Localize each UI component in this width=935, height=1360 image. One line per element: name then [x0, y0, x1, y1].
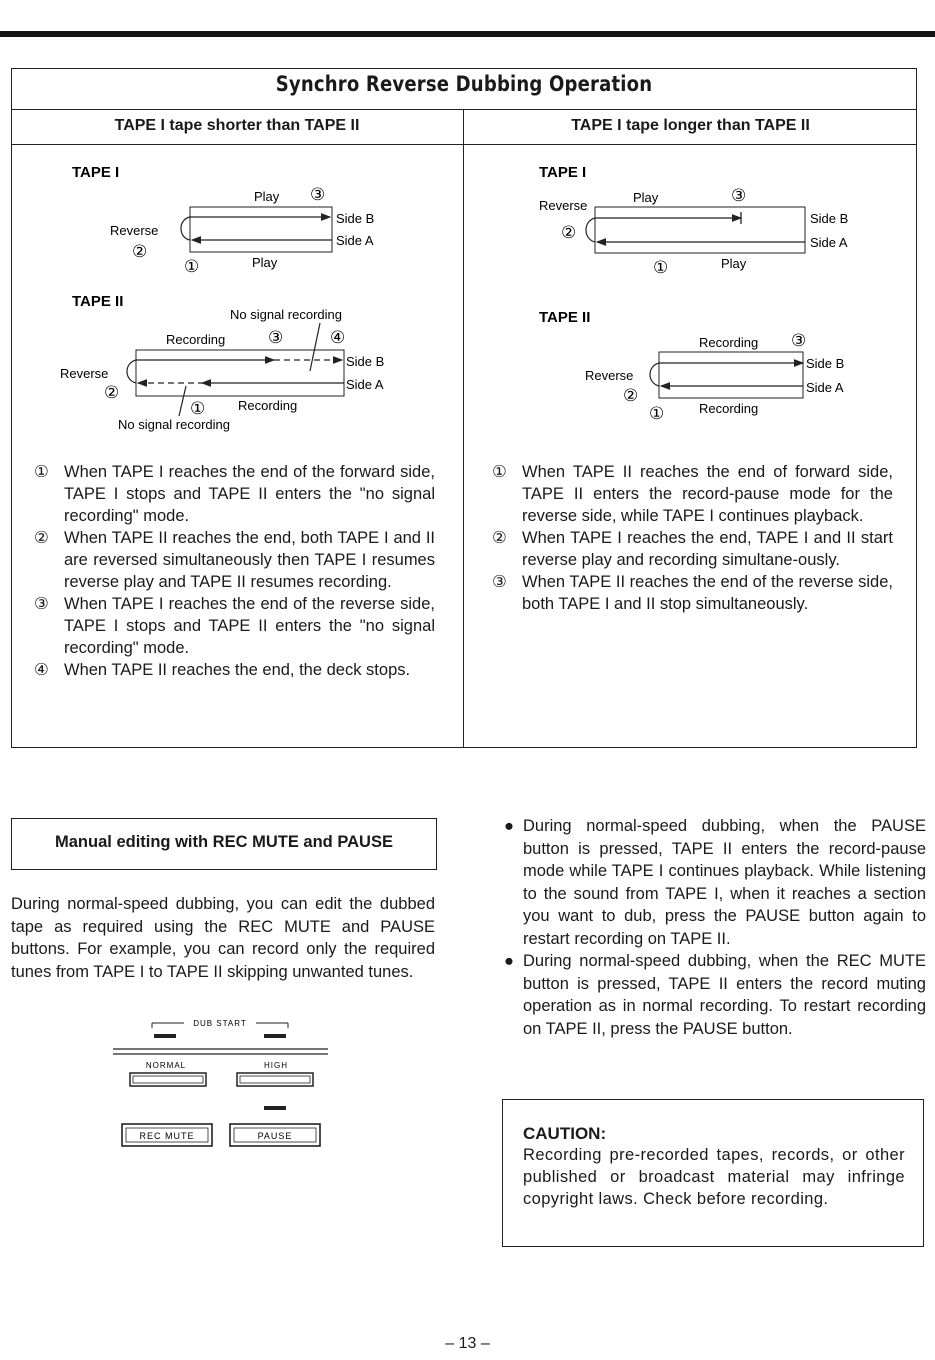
right-tape1-play-bottom: Play: [721, 256, 747, 271]
right-tape2-side-b: Side B: [806, 356, 845, 371]
right-tape2-reverse-curve: [650, 363, 659, 386]
left-tape1-num1: ①: [184, 257, 200, 276]
right-tape1-side-a: Side A: [810, 235, 848, 250]
left-tape2-pointer-bottom: [179, 386, 186, 416]
high-indicator: [264, 1034, 286, 1038]
left-step-4: ④ When TAPE II reaches the end, the deck stops.: [34, 661, 411, 679]
right-steps-list: [470, 461, 893, 615]
right-step-3: ③ When TAPE II reaches the end of the reverse side, both TAPE I and II stop simultaneously.: [492, 573, 893, 613]
left-tape2-reverse-curve: [127, 360, 136, 383]
right-tape1-box: [595, 207, 805, 253]
left-tape2-no-signal-bottom: No signal recording: [118, 417, 231, 432]
left-tape2-label: TAPE II: [72, 293, 124, 310]
bullet-dot: ●: [504, 817, 514, 835]
left-tape1-num2: ②: [132, 242, 148, 261]
right-column-heading: TAPE I tape longer than TAPE II: [571, 117, 810, 134]
left-tape2-no-signal-top: No signal recording: [230, 307, 343, 322]
right-tape2-num1: ①: [649, 404, 665, 423]
high-button[interactable]: [237, 1073, 313, 1086]
right-tape1-label: TAPE I: [539, 164, 587, 181]
right-tape1-num3: ③: [731, 186, 747, 205]
right-tape2-num2: ②: [623, 386, 639, 405]
left-tape2-reverse: Reverse: [60, 366, 109, 381]
right-tape2-recording-bottom: Recording: [699, 401, 759, 416]
left-tape1-num3: ③: [310, 185, 326, 204]
left-tape1-side-a: Side A: [336, 233, 374, 248]
dubbing-bullets: [502, 815, 926, 1040]
column-divider: [463, 109, 464, 748]
header-divider: [11, 144, 917, 145]
top-rule: [0, 31, 935, 37]
left-tape2-num2: ②: [104, 383, 120, 402]
left-tape2-num4: ④: [330, 328, 346, 347]
left-tape1-play-bottom: Play: [252, 255, 278, 270]
bullet-item: ● During normal-speed dubbing, when the REC MUTE button is pressed, TAPE II enters the record muting operation as in normal recording. To restart recording on TAPE II, press the PAUSE button.: [504, 952, 926, 1038]
left-tape2-num1: ①: [190, 399, 206, 418]
rec-mute-label: REC MUTE: [139, 1131, 195, 1141]
left-tape1-play-top: Play: [254, 189, 280, 204]
pause-label: PAUSE: [257, 1131, 293, 1141]
right-tape1-play-top: Play: [633, 190, 659, 205]
right-step-2: ② When TAPE I reaches the end, TAPE I and II start reverse play and recording simultane-ously.: [492, 529, 893, 569]
left-tape2-pointer-top: [310, 323, 320, 371]
right-tape-diagram: [465, 146, 915, 446]
right-tape2-reverse: Reverse: [585, 368, 634, 383]
caution-title: CAUTION:: [523, 1124, 607, 1143]
left-tape2-recording-bottom: Recording: [238, 398, 298, 413]
right-tape2-num3: ③: [791, 331, 807, 350]
left-tape1-reverse: Reverse: [110, 223, 159, 238]
left-tape2-num3: ③: [268, 328, 284, 347]
normal-button[interactable]: [130, 1073, 206, 1086]
pause-indicator: [264, 1106, 286, 1110]
right-tape2-recording-top: Recording: [699, 335, 759, 350]
title-divider: [11, 109, 917, 110]
left-tape1-side-b: Side B: [336, 211, 375, 226]
manual-editing-title: Manual editing with REC MUTE and PAUSE: [55, 833, 393, 851]
manual-editing-text: During normal-speed dubbing, you can edit the dubbed tape as required using the REC MUTE and PAUSE buttons. For example, you can record only the required tunes from TAPE I to TAPE II skipping unwanted tunes.: [11, 895, 435, 981]
pause-button[interactable]: [230, 1124, 320, 1146]
right-tape1-reverse-curve: [586, 218, 595, 242]
right-step-1: ① When TAPE II reaches the end of forward side, TAPE II enters the record-pause mode for the reverse side, while TAPE I continues playback.: [492, 463, 893, 525]
rec-mute-button[interactable]: [122, 1124, 212, 1146]
dub-start-label: DUB START: [193, 1019, 247, 1028]
bullet-dot: ●: [504, 952, 514, 970]
right-tape1-reverse: Reverse: [539, 198, 588, 213]
left-tape2-side-a: Side A: [346, 377, 384, 392]
left-step-1: ① When TAPE I reaches the end of the forward side, TAPE I stops and TAPE II enters the "no signal recording" mode.: [34, 463, 435, 525]
right-tape2-side-a: Side A: [806, 380, 844, 395]
right-tape1-side-b: Side B: [810, 211, 849, 226]
right-tape1-num2: ②: [561, 223, 577, 242]
left-tape-diagram: [12, 146, 462, 446]
high-label: HIGH: [264, 1061, 288, 1070]
section-title: Synchro Reverse Dubbing Operation: [275, 72, 653, 96]
left-tape2-recording-top: Recording: [166, 332, 226, 347]
left-tape2-side-b: Side B: [346, 354, 385, 369]
normal-label: NORMAL: [145, 1061, 187, 1070]
dub-control-panel: [108, 1012, 333, 1152]
left-step-3: ③ When TAPE I reaches the end of the reverse side, TAPE I stops and TAPE II enters the "no signal recording" mode.: [34, 595, 435, 657]
normal-indicator: [154, 1034, 176, 1038]
left-tape1-box: [190, 207, 332, 252]
right-tape2-label: TAPE II: [539, 309, 591, 326]
left-steps-list: [12, 461, 435, 681]
bullet-item: ● During normal-speed dubbing, when the PAUSE button is pressed, TAPE II enters the record-pause mode while TAPE I continues playback. While listening to the sound from TAPE I, when it reaches a section you want to dub, press the PAUSE button again to restart recording on TAPE II.: [504, 817, 926, 948]
right-tape2-box: [659, 352, 803, 398]
right-tape1-num1: ①: [653, 258, 669, 277]
left-tape1-reverse-curve: [181, 217, 190, 240]
left-tape1-label: TAPE I: [72, 164, 120, 181]
left-column-heading: TAPE I tape shorter than TAPE II: [114, 117, 360, 134]
left-step-2: ② When TAPE II reaches the end, both TAPE I and II are reversed simultaneously then TAPE I resumes reverse play and TAPE II resumes recording.: [34, 529, 435, 591]
caution-text: Recording pre-recorded tapes, records, or other published or broadcast material may infringe copyright laws. Check before recording.: [523, 1146, 905, 1208]
page-number: – 13 –: [445, 1335, 490, 1352]
